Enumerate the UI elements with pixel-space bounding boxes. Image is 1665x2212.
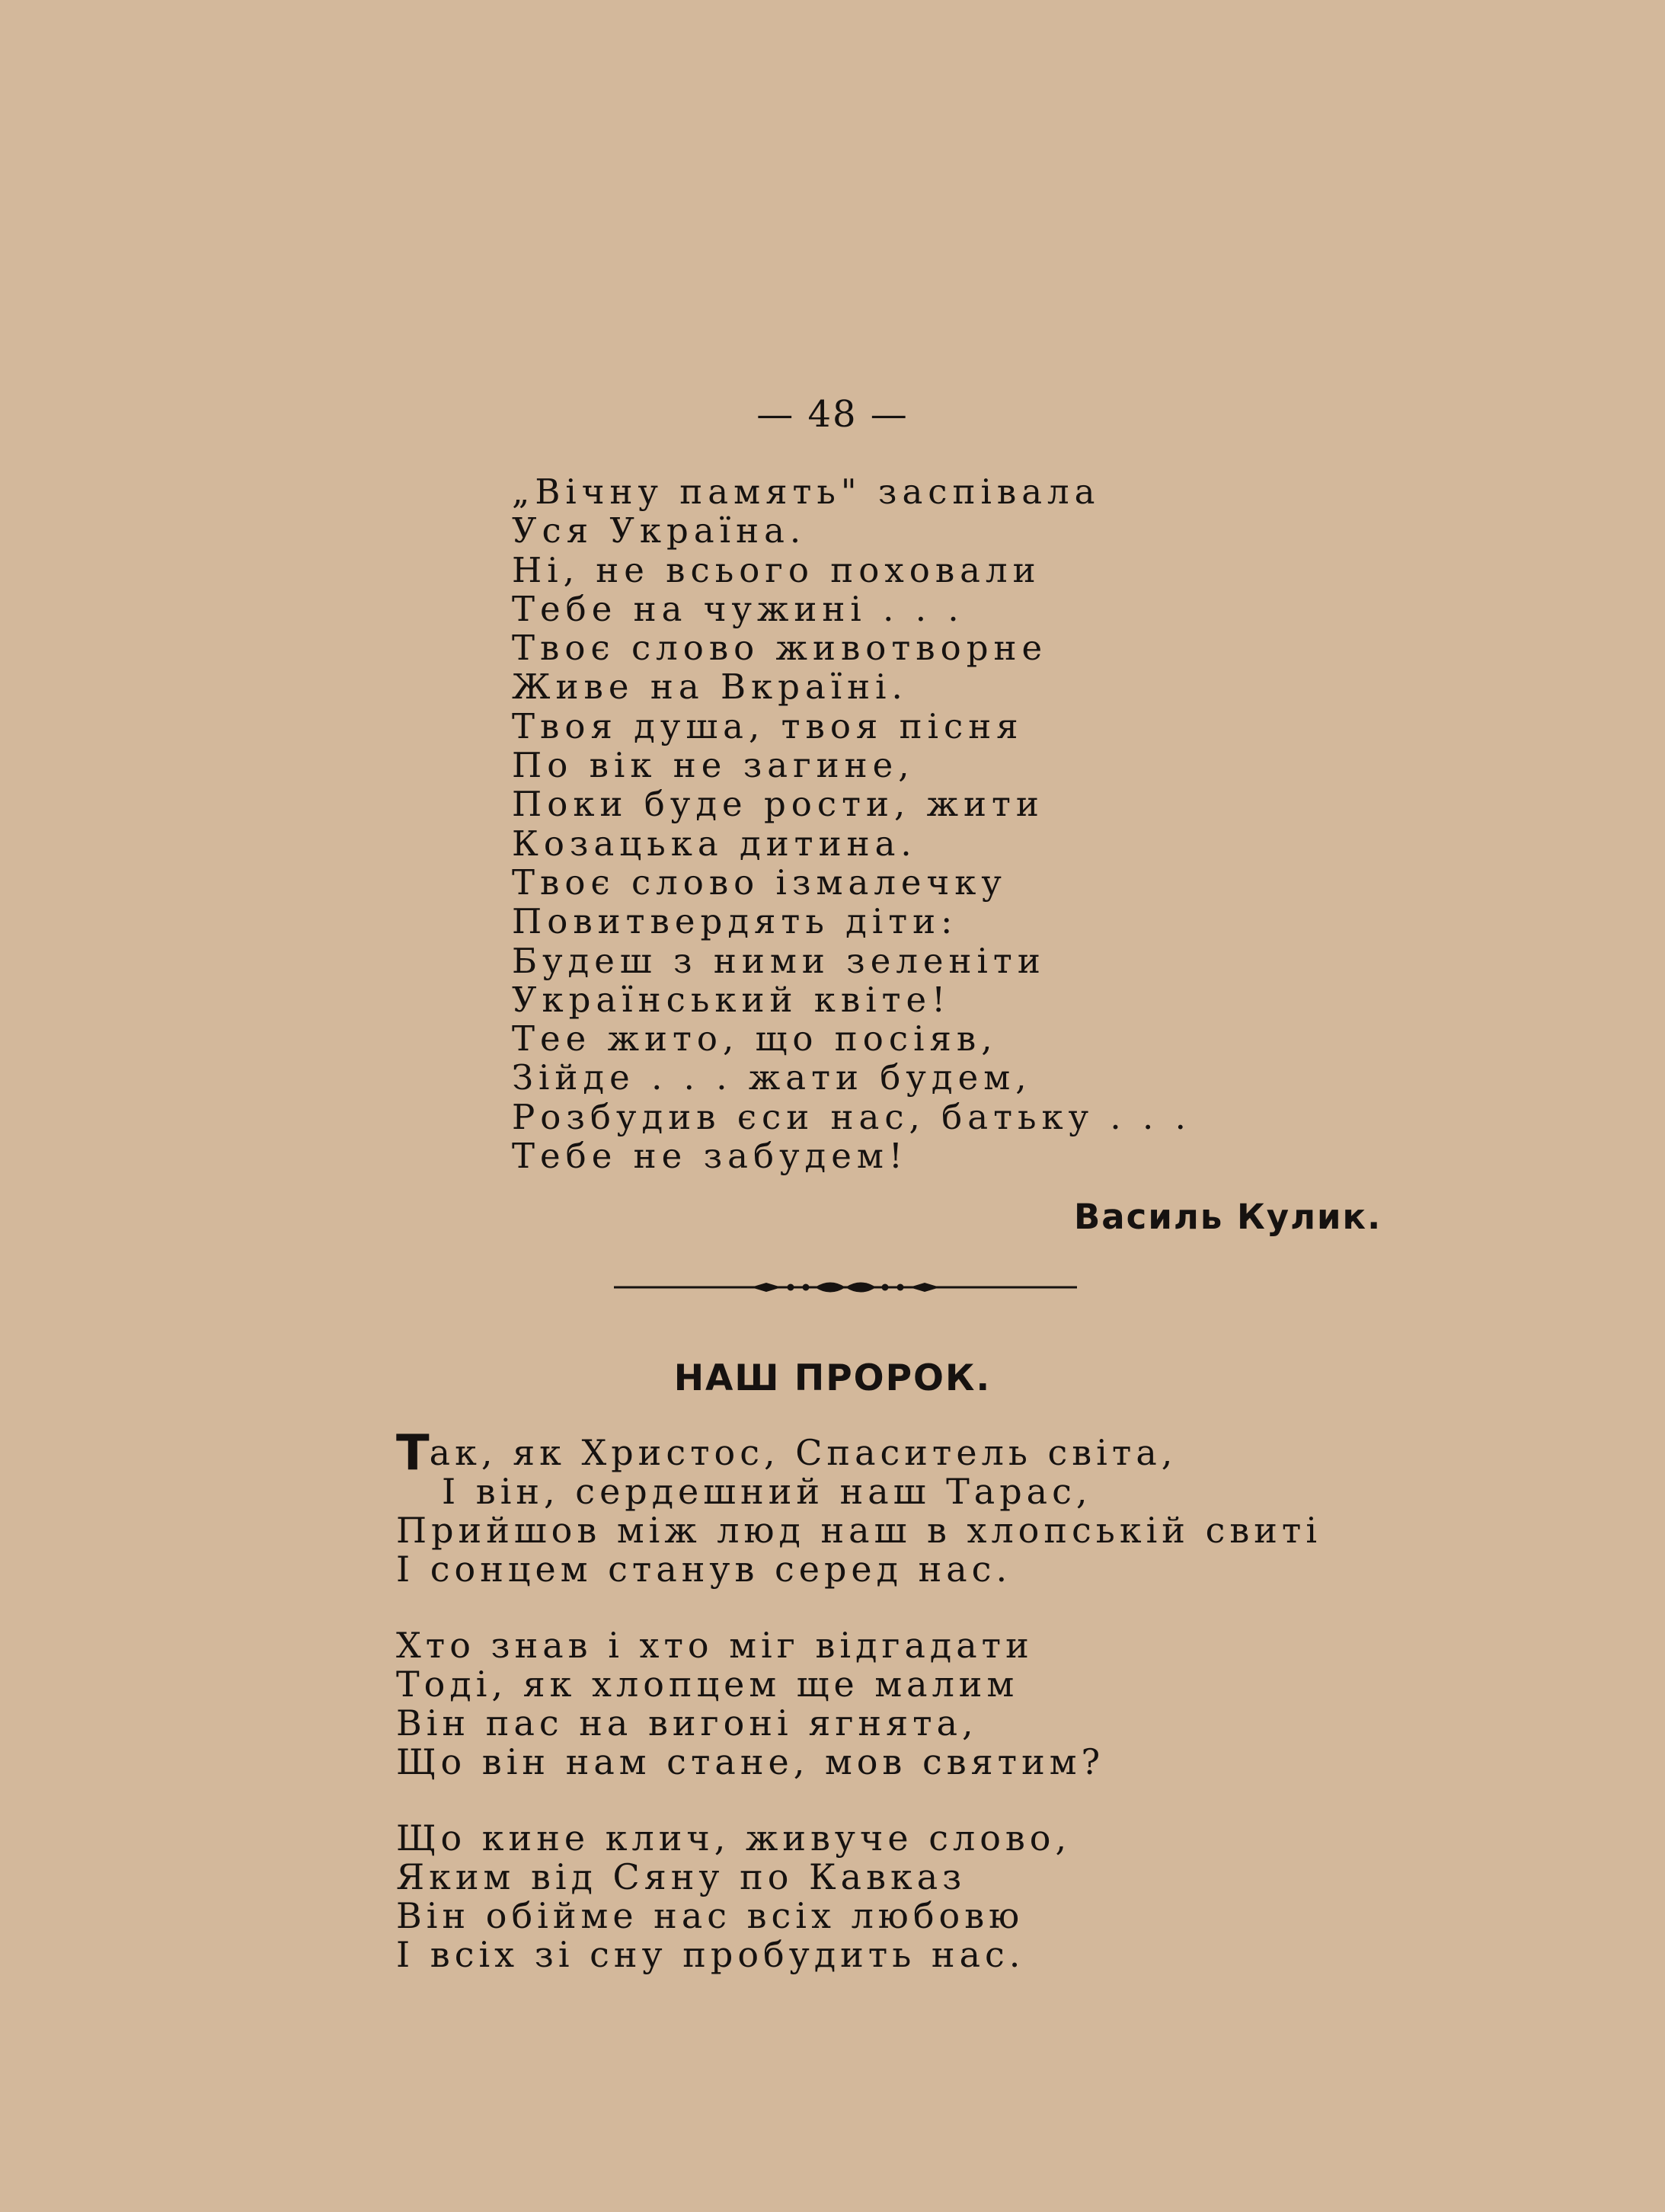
poem-line: Твоє слово животворне — [512, 628, 1048, 669]
poem-line: Повитвердять діти: — [512, 901, 958, 942]
poem-line-text: ак, як Христос, Спаситель світа, — [429, 1432, 1178, 1473]
stanza — [396, 1425, 1322, 1590]
poem-line: Тее жито, що посіяв, — [512, 1018, 998, 1060]
poem-line: Яким від Сяну по Кавказ — [396, 1856, 967, 1897]
poem-line: Твоє слово ізмалечку — [512, 861, 1007, 903]
poem-line: „Вічну память" заспівала — [512, 471, 1101, 512]
poem-line: І він, сердешний наш Тарас, — [442, 1471, 1092, 1512]
poem-line: Будеш з ними зеленіти — [512, 940, 1046, 981]
poem-line: Зійде . . . жати будем, — [512, 1057, 1032, 1098]
poem-line: Він пас на вигоні ягнята, — [396, 1702, 978, 1744]
poem-line: І сонцем станув серед нас. — [396, 1549, 1012, 1590]
poem-line: І всіх зі сну пробудить нас. — [396, 1934, 1025, 1975]
poem-line: Поки буде рости, жити — [512, 784, 1044, 825]
page-number: — 48 — — [756, 393, 909, 436]
poem-line: Хто знав і хто міг відгадати — [396, 1625, 1034, 1666]
poem-line: По вік не загине, — [512, 745, 915, 786]
poem-line: Тебе не забудем! — [512, 1136, 908, 1177]
poem-line: Що він нам стане, мов святим? — [396, 1741, 1105, 1782]
ornamental-divider — [614, 1271, 1077, 1304]
poem-line: Твоя душа, твоя пісня — [512, 705, 1024, 746]
poem-line: Тоді, як хлопцем ще малим — [396, 1664, 1019, 1705]
poem-line: Козацька дитина. — [512, 823, 917, 864]
poem-title: НАШ ПРОРОК. — [673, 1357, 992, 1399]
poem-line: Український квіте! — [512, 979, 951, 1020]
poem-line: Прийшов між люд наш в хлопській свиті — [396, 1510, 1322, 1551]
poem-line — [396, 1425, 1321, 1482]
poem-line: Ні, не всього поховали — [512, 549, 1041, 590]
poem-line: Уся Україна. — [512, 510, 807, 551]
drop-cap: Т — [396, 1425, 430, 1482]
poem-line: Розбудив єси нас, батьку . . . — [512, 1096, 1191, 1137]
poem-line: Тебе на чужині . . . — [512, 588, 964, 629]
poem-two — [396, 1425, 1322, 1975]
poem-line: Що кине клич, живуче слово, — [396, 1817, 1072, 1859]
poem-author: Василь Кулик. — [1074, 1197, 1382, 1237]
stanza — [396, 1626, 1321, 1782]
poem-one — [512, 472, 1191, 1175]
stanza — [396, 1819, 1321, 1974]
poem-line: Живе на Вкраїні. — [512, 666, 908, 708]
poem-line: Він обійме нас всіх любовю — [396, 1895, 1024, 1936]
